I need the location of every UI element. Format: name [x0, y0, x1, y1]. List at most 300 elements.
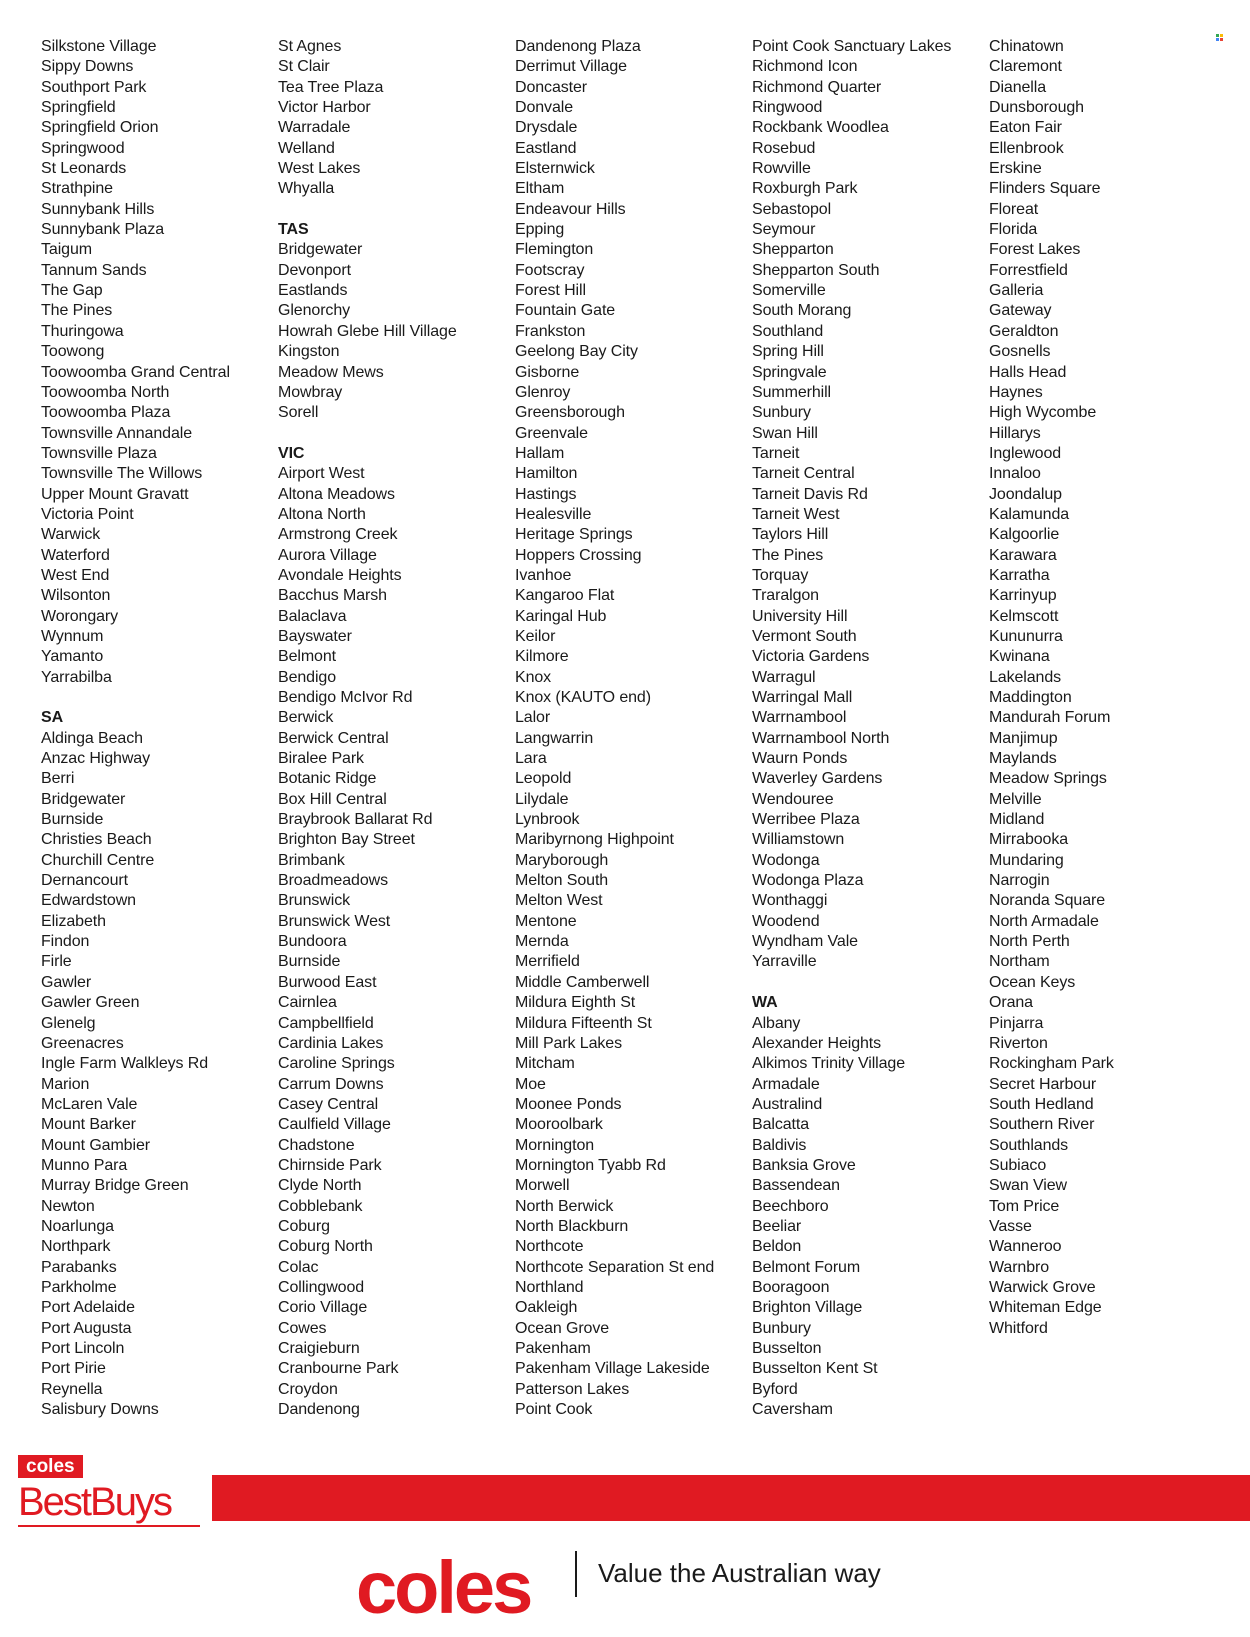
store-name: Toowoomba Grand Central	[41, 363, 230, 381]
store-name: Kalgoorlie	[989, 526, 1060, 544]
store-name: The Pines	[41, 302, 113, 320]
store-name: Flinders Square	[989, 180, 1101, 198]
store-name: Churchill Centre	[41, 851, 155, 869]
store-name: Newton	[41, 1197, 95, 1215]
store-name: Patterson Lakes	[515, 1380, 630, 1398]
store-name: Forrestfield	[989, 261, 1068, 279]
store-name: Braybrook Ballarat Rd	[278, 811, 433, 829]
store-name: Galleria	[989, 282, 1044, 300]
store-name: Lara	[515, 750, 547, 768]
store-name: Altona Meadows	[278, 485, 395, 503]
store-name: Biralee Park	[278, 750, 364, 768]
store-name: Swan View	[989, 1177, 1067, 1195]
store-name: Mount Barker	[41, 1116, 136, 1134]
store-name: Bacchus Marsh	[278, 587, 387, 605]
store-name: Sebastopol	[752, 200, 832, 218]
store-name: Port Pirie	[41, 1360, 106, 1378]
store-column-3	[515, 37, 741, 1420]
store-name: Parkholme	[41, 1278, 117, 1296]
store-name: Dandenong	[278, 1401, 360, 1419]
store-name: Wendouree	[752, 790, 834, 808]
store-name: Wonthaggi	[752, 892, 828, 910]
store-name: Inglewood	[989, 444, 1062, 462]
footer-tagline: Value the Australian way	[598, 1558, 881, 1588]
store-name: Cranbourne Park	[278, 1360, 399, 1378]
store-name: Hillarys	[989, 424, 1041, 442]
store-name: Kalamunda	[989, 505, 1070, 523]
store-name: Upper Mount Gravatt	[41, 485, 189, 503]
store-name: Northam	[989, 953, 1050, 971]
footer-divider	[575, 1551, 577, 1597]
store-name: Welland	[278, 139, 335, 157]
store-name: Whyalla	[278, 180, 335, 198]
store-name: Mitcham	[515, 1055, 575, 1073]
store-name: Brunswick West	[278, 912, 391, 930]
store-name: Frankston	[515, 322, 586, 340]
store-name: Bendigo McIvor Rd	[278, 689, 413, 706]
store-name: Murray Bridge Green	[41, 1177, 189, 1195]
store-name: Elsternwick	[515, 160, 595, 178]
store-name: Tarneit	[752, 444, 800, 462]
state-heading: TAS	[278, 221, 309, 239]
store-name: Busselton	[752, 1340, 822, 1357]
store-name: Southern River	[989, 1116, 1095, 1134]
store-name: Greensborough	[515, 404, 625, 422]
store-name: Springwood	[41, 139, 125, 157]
store-name: Springfield	[41, 99, 116, 117]
store-name: Southlands	[989, 1136, 1069, 1154]
store-name: Claremont	[989, 58, 1062, 76]
store-name: Chadstone	[278, 1136, 355, 1154]
store-name: Box Hill Central	[278, 790, 387, 808]
store-name: Midland	[989, 811, 1045, 829]
store-name: Townsville The Willows	[41, 465, 203, 483]
store-name: Northpark	[41, 1238, 111, 1256]
store-name: Yamanto	[41, 648, 104, 666]
store-name: Toowoomba North	[41, 383, 170, 401]
store-name: Port Adelaide	[41, 1299, 135, 1317]
store-name: Somerville	[752, 282, 826, 300]
store-name: Wanneroo	[989, 1238, 1062, 1256]
store-name: Bridgewater	[278, 241, 363, 259]
store-name: Mernda	[515, 933, 569, 951]
store-name: Seymour	[752, 221, 816, 239]
store-name: North Armadale	[989, 912, 1099, 930]
store-name: Greenvale	[515, 424, 588, 442]
state-heading: SA	[41, 709, 64, 727]
store-name: Oakleigh	[515, 1299, 578, 1317]
store-name: Derrimut Village	[515, 58, 627, 76]
store-name: Berwick Central	[278, 729, 389, 747]
store-name: Dunsborough	[989, 99, 1084, 117]
store-name: Melton West	[515, 892, 603, 910]
store-name: Beldon	[752, 1238, 802, 1256]
store-name: Port Lincoln	[41, 1340, 125, 1357]
store-name: Florida	[989, 221, 1038, 239]
store-name: Corio Village	[278, 1299, 368, 1317]
store-name: Victoria Point	[41, 505, 134, 523]
store-name: Victor Harbor	[278, 99, 371, 117]
store-name: Kilmore	[515, 648, 569, 666]
store-name: North Blackburn	[515, 1217, 629, 1235]
store-name: Kelmscott	[989, 607, 1059, 625]
store-name: Eaton Fair	[989, 119, 1062, 137]
store-name: Morwell	[515, 1177, 570, 1195]
store-name: Floreat	[989, 200, 1039, 218]
store-name: Epping	[515, 221, 565, 239]
store-name: Forest Lakes	[989, 241, 1081, 259]
store-name: Erskine	[989, 160, 1042, 178]
store-name: Northcote Separation St end	[515, 1258, 715, 1276]
store-name: Innaloo	[989, 465, 1041, 483]
store-name: Manjimup	[989, 729, 1058, 747]
store-name: Melton South	[515, 872, 609, 890]
store-name: Silkstone Village	[41, 38, 157, 55]
store-name: Haynes	[989, 383, 1043, 401]
store-name: Mornington	[515, 1136, 595, 1154]
store-name: Burwood East	[278, 973, 377, 991]
store-name: Meadow Springs	[989, 770, 1107, 788]
store-name: Kununurra	[989, 627, 1063, 645]
best-buys-title: BestBuys	[18, 1480, 171, 1524]
store-name: Townsville Annandale	[41, 424, 192, 442]
state-heading: VIC	[278, 444, 305, 462]
store-name: Wodonga	[752, 851, 820, 869]
store-name: Ringwood	[752, 99, 823, 117]
store-name: Strathpine	[41, 180, 113, 198]
store-name: Spring Hill	[752, 343, 824, 361]
store-name: Tarneit Central	[752, 465, 855, 483]
store-name: Ocean Grove	[515, 1319, 610, 1337]
store-name: Thuringowa	[41, 322, 124, 340]
store-name: Toowoomba Plaza	[41, 404, 171, 422]
store-name: Balcatta	[752, 1116, 810, 1134]
store-name: Maddington	[989, 689, 1072, 706]
store-name: Waverley Gardens	[752, 770, 883, 788]
store-name: Armstrong Creek	[278, 526, 398, 544]
store-name: Kingston	[278, 343, 340, 361]
store-name: Cobblebank	[278, 1197, 363, 1215]
store-name: Bridgewater	[41, 790, 126, 808]
store-name: Tea Tree Plaza	[278, 78, 384, 96]
store-name: Maryborough	[515, 851, 609, 869]
store-name: Christies Beach	[41, 831, 152, 849]
store-name: Rockingham Park	[989, 1055, 1114, 1073]
store-name: Melville	[989, 790, 1042, 808]
store-name: Lilydale	[515, 790, 569, 808]
store-name: Aldinga Beach	[41, 729, 143, 747]
store-name: University Hill	[752, 607, 848, 625]
store-name: Springvale	[752, 363, 827, 381]
store-name: Taigum	[41, 241, 92, 259]
store-name: Bayswater	[278, 627, 352, 645]
store-name: Kangaroo Flat	[515, 587, 615, 605]
store-name: Hastings	[515, 485, 577, 503]
store-name: Karawara	[989, 546, 1057, 564]
store-name: Findon	[41, 933, 90, 951]
store-name: Cairnlea	[278, 994, 337, 1012]
store-name: Eltham	[515, 180, 565, 198]
store-name: Whiteman Edge	[989, 1299, 1102, 1317]
store-name: Warwick	[41, 526, 101, 544]
store-name: Meadow Mews	[278, 363, 384, 381]
store-name: Southport Park	[41, 78, 147, 96]
store-name: Hamilton	[515, 465, 578, 483]
store-name: Brighton Village	[752, 1299, 863, 1317]
store-name: West End	[41, 566, 110, 584]
store-name: Cowes	[278, 1319, 327, 1337]
store-name: Moonee Ponds	[515, 1095, 622, 1113]
store-name: Sunnybank Plaza	[41, 221, 165, 239]
store-name: Kwinana	[989, 648, 1050, 666]
store-name: Warrnambool	[752, 709, 847, 727]
store-name: Mowbray	[278, 383, 343, 401]
store-name: Gawler Green	[41, 994, 140, 1012]
store-name: Belmont Forum	[752, 1258, 861, 1276]
store-name: Munno Para	[41, 1156, 128, 1174]
store-name: Busselton Kent St	[752, 1360, 878, 1378]
store-name: Mill Park Lakes	[515, 1034, 622, 1052]
store-name: Joondalup	[989, 485, 1062, 503]
store-name: Mandurah Forum	[989, 709, 1111, 727]
store-name: Brighton Bay Street	[278, 831, 415, 849]
store-name: Altona North	[278, 505, 366, 523]
store-name: St Agnes	[278, 38, 342, 55]
store-name: Richmond Icon	[752, 58, 858, 76]
store-name: Dandenong Plaza	[515, 38, 641, 55]
store-name: Werribee Plaza	[752, 811, 860, 829]
store-column-4	[752, 37, 978, 1420]
store-name: Berri	[41, 770, 75, 788]
store-name: Wynnum	[41, 627, 104, 645]
spacer	[752, 973, 978, 993]
store-name: Aurora Village	[278, 546, 377, 564]
store-column-1	[41, 37, 267, 1420]
store-name: Croydon	[278, 1380, 338, 1398]
store-name: Healesville	[515, 505, 592, 523]
store-name: Balaclava	[278, 607, 347, 625]
store-name: Heritage Springs	[515, 526, 633, 544]
store-name: Taylors Hill	[752, 526, 829, 544]
store-name: Orana	[989, 994, 1033, 1012]
store-name: Sippy Downs	[41, 58, 134, 76]
store-name: Byford	[752, 1380, 798, 1398]
store-name: Coburg	[278, 1217, 330, 1235]
store-name: Maylands	[989, 750, 1057, 768]
store-name: Coburg North	[278, 1238, 373, 1256]
store-name: Keilor	[515, 627, 556, 645]
store-name: Broadmeadows	[278, 872, 388, 890]
store-name: Beeliar	[752, 1217, 802, 1235]
store-name: Reynella	[41, 1380, 103, 1398]
store-name: Swan Hill	[752, 424, 818, 442]
store-name: Southland	[752, 322, 824, 340]
store-name: McLaren Vale	[41, 1095, 138, 1113]
store-name: Sorell	[278, 404, 319, 422]
best-buys-brand: coles	[18, 1455, 83, 1478]
store-name: South Morang	[752, 302, 852, 320]
store-name: Bendigo	[278, 668, 337, 686]
store-name: Footscray	[515, 261, 585, 279]
store-name: Knox (KAUTO end)	[515, 689, 651, 706]
store-column-2	[278, 37, 504, 1420]
store-name: Tannum Sands	[41, 261, 147, 279]
store-name: Vasse	[989, 1217, 1032, 1235]
store-name: Yarrabilba	[41, 668, 112, 686]
store-name: St Clair	[278, 58, 330, 76]
store-name: Woodend	[752, 912, 820, 930]
store-name: Ocean Keys	[989, 973, 1076, 991]
store-name: Mildura Eighth St	[515, 994, 636, 1012]
store-name: Traralgon	[752, 587, 819, 605]
store-name: Booragoon	[752, 1278, 830, 1296]
store-name: Burnside	[278, 953, 341, 971]
store-name: Bunbury	[752, 1319, 811, 1337]
store-name: Forest Hill	[515, 282, 586, 300]
spacer	[41, 688, 267, 708]
spacer	[278, 424, 504, 444]
store-name: Clyde North	[278, 1177, 362, 1195]
store-name: Middle Camberwell	[515, 973, 650, 991]
store-name: Bundoora	[278, 933, 347, 951]
store-name: Hoppers Crossing	[515, 546, 642, 564]
store-name: Dernancourt	[41, 872, 128, 890]
best-buys-underline	[18, 1525, 200, 1527]
store-name: Baldivis	[752, 1136, 807, 1154]
store-name: Mildura Fifteenth St	[515, 1014, 652, 1032]
store-name: Devonport	[278, 261, 351, 279]
store-name: Glenroy	[515, 383, 571, 401]
coles-logo: coles	[356, 1546, 531, 1629]
store-name: Geelong Bay City	[515, 343, 638, 361]
store-name: Warrnambool North	[752, 729, 890, 747]
store-name: Pakenham	[515, 1340, 591, 1357]
store-name: Greenacres	[41, 1034, 124, 1052]
store-name: Hallam	[515, 444, 565, 462]
store-name: Alexander Heights	[752, 1034, 882, 1052]
store-name: Doncaster	[515, 78, 588, 96]
store-name: Caulfield Village	[278, 1116, 391, 1134]
store-name: Gateway	[989, 302, 1052, 320]
store-name: North Berwick	[515, 1197, 614, 1215]
store-name: Lalor	[515, 709, 551, 727]
store-name: Anzac Highway	[41, 750, 150, 768]
store-name: Donvale	[515, 99, 574, 117]
store-name: Narrogin	[989, 872, 1050, 890]
store-name: Ivanhoe	[515, 566, 572, 584]
store-name: Toowong	[41, 343, 105, 361]
store-name: Campbellfield	[278, 1014, 374, 1032]
store-name: Colac	[278, 1258, 319, 1276]
store-name: Warringal Mall	[752, 689, 853, 706]
store-name: Parabanks	[41, 1258, 117, 1276]
store-name: Mirrabooka	[989, 831, 1069, 849]
store-name: Edwardstown	[41, 892, 136, 910]
store-name: Lynbrook	[515, 811, 580, 829]
store-name: Knox	[515, 668, 552, 686]
store-name: Tom Price	[989, 1197, 1060, 1215]
store-name: Noarlunga	[41, 1217, 114, 1235]
store-name: Warragul	[752, 668, 816, 686]
store-name: Caversham	[752, 1401, 833, 1419]
store-name: The Gap	[41, 282, 103, 300]
store-name: Townsville Plaza	[41, 444, 157, 462]
store-name: Summerhill	[752, 383, 832, 401]
store-name: Karrinyup	[989, 587, 1057, 605]
store-name: Gisborne	[515, 363, 580, 381]
store-name: Ingle Farm Walkleys Rd	[41, 1055, 209, 1073]
store-name: Gosnells	[989, 343, 1051, 361]
store-name: Warnbro	[989, 1258, 1050, 1276]
store-name: Victoria Gardens	[752, 648, 870, 666]
store-name: Mount Gambier	[41, 1136, 150, 1154]
store-name: Maribyrnong Highpoint	[515, 831, 674, 849]
store-name: Torquay	[752, 566, 809, 584]
store-name: Moe	[515, 1075, 546, 1093]
store-name: Brunswick	[278, 892, 351, 910]
store-name: Albany	[752, 1014, 801, 1032]
store-name: Cardinia Lakes	[278, 1034, 384, 1052]
state-heading: WA	[752, 994, 778, 1012]
store-name: Warradale	[278, 119, 351, 137]
store-name: Secret Harbour	[989, 1075, 1097, 1093]
store-name: Berwick	[278, 709, 334, 727]
store-name: Burnside	[41, 811, 104, 829]
store-name: Australind	[752, 1095, 823, 1113]
store-name: North Perth	[989, 933, 1070, 951]
store-name: Rockbank Woodlea	[752, 119, 889, 137]
store-name: Chinatown	[989, 38, 1064, 55]
store-name: Langwarrin	[515, 729, 594, 747]
store-name: Wyndham Vale	[752, 933, 858, 951]
store-name: Subiaco	[989, 1156, 1047, 1174]
store-name: Rosebud	[752, 139, 816, 157]
store-name: Point Cook Sanctuary Lakes	[752, 38, 952, 55]
store-name: Firle	[41, 953, 72, 971]
store-name: Flemington	[515, 241, 594, 259]
store-name: Armadale	[752, 1075, 820, 1093]
store-name: Pakenham Village Lakeside	[515, 1360, 710, 1378]
store-name: Chirnside Park	[278, 1156, 382, 1174]
store-name: Collingwood	[278, 1278, 365, 1296]
store-name: Botanic Ridge	[278, 770, 377, 788]
store-name: Drysdale	[515, 119, 578, 137]
store-name: Yarraville	[752, 953, 817, 971]
store-name: Northcote	[515, 1238, 584, 1256]
store-name: Pinjarra	[989, 1014, 1044, 1032]
store-name: Wodonga Plaza	[752, 872, 864, 890]
store-name: Tarneit Davis Rd	[752, 485, 868, 503]
store-name: Port Augusta	[41, 1319, 132, 1337]
store-name: Tarneit West	[752, 505, 840, 523]
store-name: Waterford	[41, 546, 110, 564]
store-name: Mooroolbark	[515, 1116, 603, 1134]
store-name: Howrah Glebe Hill Village	[278, 322, 457, 340]
store-name: Williamstown	[752, 831, 845, 849]
store-name: Mentone	[515, 912, 577, 930]
store-name: Richmond Quarter	[752, 78, 882, 96]
store-name: Belmont	[278, 648, 336, 666]
store-name: Waurn Ponds	[752, 750, 848, 768]
store-name: Karratha	[989, 566, 1050, 584]
store-name: Leopold	[515, 770, 572, 788]
store-name: Sunbury	[752, 404, 811, 422]
store-name: Point Cook	[515, 1401, 593, 1419]
store-name: Airport West	[278, 465, 365, 483]
red-banner	[212, 1475, 1250, 1521]
spacer	[278, 200, 504, 220]
store-name: Eastland	[515, 139, 577, 157]
